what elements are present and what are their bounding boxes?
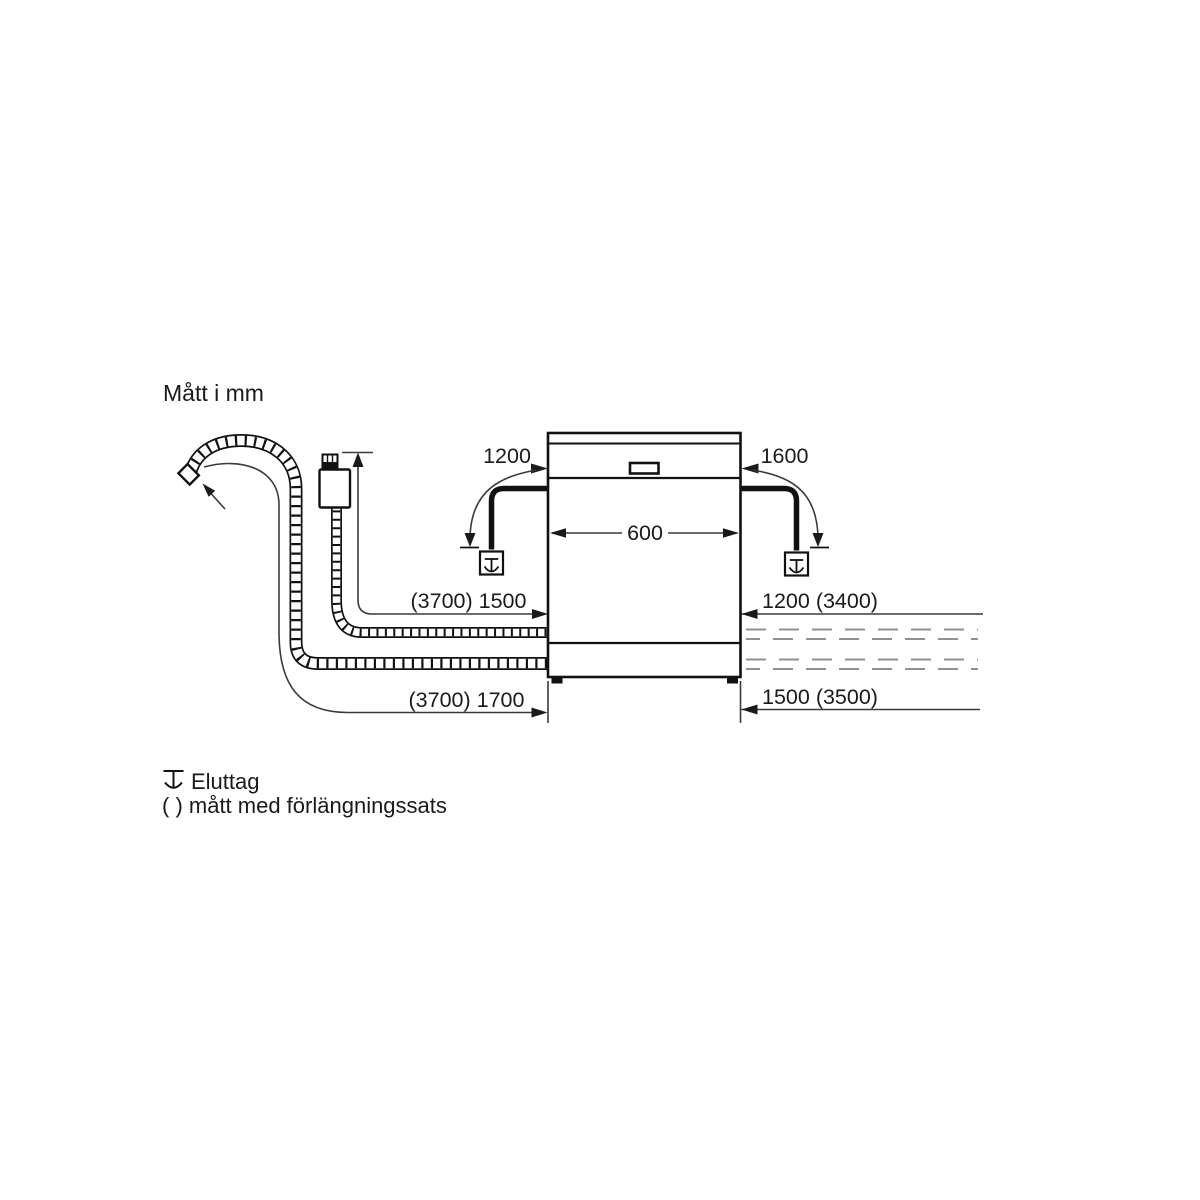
hose-end-arrow-icon — [203, 484, 216, 497]
dim-cord-right: 1600 — [760, 444, 809, 468]
cord-right-dimension — [742, 464, 830, 548]
dishwasher-front — [548, 433, 741, 684]
aquastop-valve — [320, 455, 351, 508]
dim-appliance-width: 600 — [627, 521, 663, 545]
power-cord-left — [492, 489, 549, 550]
dashed-extension-hoses — [746, 630, 978, 670]
power-cord-right — [740, 489, 797, 551]
power-socket-right-icon — [785, 553, 808, 576]
legend-socket-icon — [164, 771, 184, 788]
dim-supply-hose: (3700) 1500 — [410, 589, 527, 613]
up-arrow-icon — [353, 453, 364, 468]
dim-drain-hose: (3700) 1700 — [408, 688, 525, 712]
cord-left-dimension — [460, 464, 548, 548]
dim-right-bottom: 1500 (3500) — [762, 685, 878, 709]
valve-thread — [322, 464, 339, 470]
legend-note: ( ) mått med förlängningssats — [162, 793, 447, 818]
dim-cord-left: 1200 — [483, 444, 531, 468]
dim-right-top: 1200 (3400) — [762, 589, 878, 613]
diagram-title: Mått i mm — [163, 380, 264, 406]
door-handle — [630, 463, 659, 474]
right-foot — [727, 677, 738, 684]
power-socket-left-icon — [480, 552, 503, 575]
legend-socket-label: Eluttag — [191, 769, 260, 794]
left-foot — [552, 677, 563, 684]
